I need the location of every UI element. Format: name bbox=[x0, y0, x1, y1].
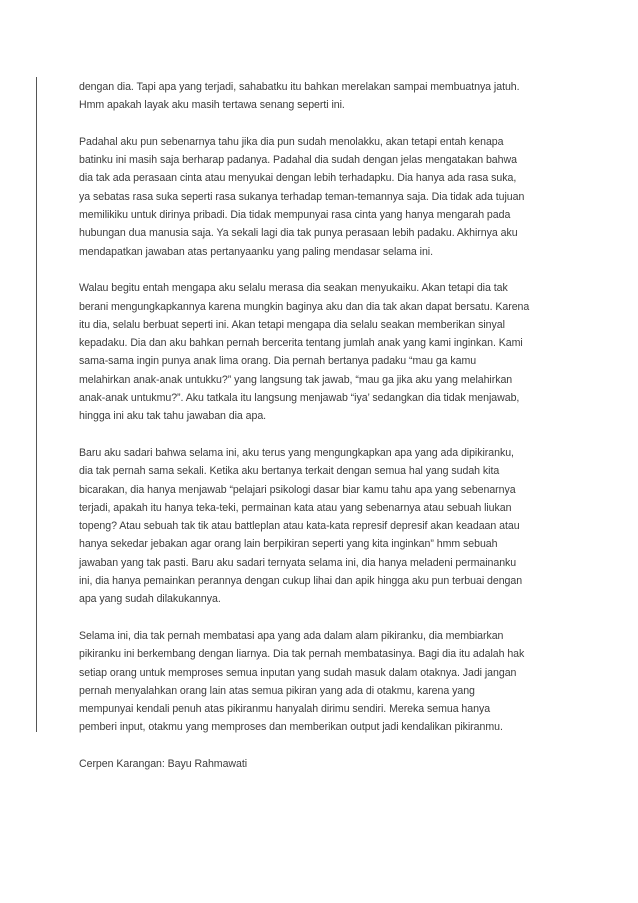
text-line: sama-sama ingin punya anak lima orang. Dia pernah bertanya padaku “mau ga kamu bbox=[79, 355, 477, 368]
text-line: melahirkan anak-anak untukku?” yang langsung tak jawab, “mau ga jika aku yang melahirkan bbox=[79, 373, 513, 386]
text-line: jawaban yang tak pasti. Baru aku sadari ternyata selama ini, dia hanya meladeni permainanku bbox=[79, 556, 517, 569]
text-line: anak-anak untukmu?”. Aku tatkala itu langsung menjawab “iya’ sedangkan dia tidak menjawab, bbox=[79, 392, 520, 405]
paragraph-3 bbox=[79, 279, 573, 425]
text-line: dengan dia. Tapi apa yang terjadi, sahabatku itu bahkan merelakan sampai membuatnya jatuh. bbox=[79, 81, 520, 93]
author-credit bbox=[79, 755, 573, 773]
text-line: topeng? Atau sebuah tak tik atau battleplan atau kata-kata represif depresif akan keadaan atau bbox=[79, 520, 520, 533]
text-line: setiap orang untuk memproses semua inputan yang sudah masuk dalam otaknya. Jadi jangan bbox=[79, 666, 517, 679]
text-line: hingga ini aku tak tahu jawaban dia apa. bbox=[79, 410, 267, 423]
text-line: memilikiku untuk dirinya pribadi. Dia tidak mempunyai rasa cinta yang hanya mengarah pada bbox=[79, 209, 511, 222]
text-line: itu dia, selalu berbuat seperti ini. Akan tetapi mengapa dia selalu seakan memberikan sinyal bbox=[79, 318, 505, 331]
text-line: pernah menyalahkan orang lain atas semua pikiran yang ada di otakmu, karena yang bbox=[79, 684, 475, 697]
text-line: mempunyai kendali penuh atas pikiranmu hanyalah dirimu sendiri. Mereka semua hanya bbox=[79, 703, 491, 716]
text-line: apa yang sudah dilakukannya. bbox=[79, 593, 221, 606]
text-line: hanya sekedar jebakan agar orang lain berpikiran seperti yang kita inginkan” hmm sebuah bbox=[79, 538, 498, 551]
text-line: ya sebatas rasa suka seperti rasa sukanya terhadap teman-temannya saja. Dia tidak ada tujuan bbox=[79, 190, 525, 203]
text-line: batinku ini masih saja berharap padanya. Padahal dia sudah dengan jelas mengatakan bahwa bbox=[79, 154, 517, 167]
text-line: pikiranku ini berkembang dengan liarnya. Dia tak pernah membatasinya. Bagi dia itu adalah hak bbox=[79, 648, 525, 661]
document-body bbox=[79, 78, 573, 792]
text-line: Cerpen Karangan: Bayu Rahmawati bbox=[79, 757, 248, 770]
text-line: Padahal aku pun sebenarnya tahu jika dia pun sudah menolakku, akan tetapi entah kenapa bbox=[79, 135, 504, 148]
text-line: mendapatkan jawaban atas pertanyaanku yang paling mendasar selama ini. bbox=[79, 245, 433, 258]
text-line: bicarakan, dia hanya menjawab “pelajari psikologi dasar biar kamu tahu apa yang sebenarnya bbox=[79, 483, 516, 496]
paragraph-5 bbox=[79, 627, 573, 737]
paragraph-4 bbox=[79, 444, 573, 609]
text-line: Baru aku sadari bahwa selama ini, aku terus yang mengungkapkan apa yang ada dipikiranku, bbox=[79, 446, 514, 459]
text-line: berani mengungkapkannya karena mungkin baginya aku dan dia tak akan dapat bersatu. Karena bbox=[79, 300, 530, 313]
text-line: kepadaku. Dia dan aku bahkan pernah bercerita tentang jumlah anak yang kami inginkan. Kami bbox=[79, 337, 523, 350]
paragraph-1 bbox=[79, 78, 573, 115]
text-line: terjadi, apakah itu hanya teka-teki, permainan kata atau yang sebenarnya atau sebuah liukan bbox=[79, 501, 512, 514]
text-line: ini, dia hanya pemainkan perannya dengan cukup lihai dan apik hingga aku pun terbuai dengan bbox=[79, 575, 523, 588]
text-line: Hmm apakah layak aku masih tertawa senang seperti ini. bbox=[79, 99, 345, 112]
text-line: pemberi input, otakmu yang memproses dan memberikan output jadi kendalikan pikiranmu. bbox=[79, 721, 503, 734]
text-line: Walau begitu entah mengapa aku selalu merasa dia seakan menyukaiku. Akan tetapi dia tak bbox=[79, 282, 508, 295]
text-line: Selama ini, dia tak pernah membatasi apa yang ada dalam alam pikiranku, dia membiarkan bbox=[79, 629, 504, 642]
left-margin-rule bbox=[36, 77, 37, 732]
paragraph-2 bbox=[79, 133, 573, 261]
text-line: dia tak ada perasaan cinta atau menyukai dengan lebih terhadapku. Dia hanya ada rasa suka, bbox=[79, 172, 517, 185]
text-line: dia tak pernah sama sekali. Ketika aku bertanya terkait dengan semua hal yang sudah kita bbox=[79, 465, 500, 478]
text-line: hubungan dua manusia saja. Ya sekali lagi dia tak punya perasaan lebih padaku. Akhirnya aku bbox=[79, 227, 518, 240]
